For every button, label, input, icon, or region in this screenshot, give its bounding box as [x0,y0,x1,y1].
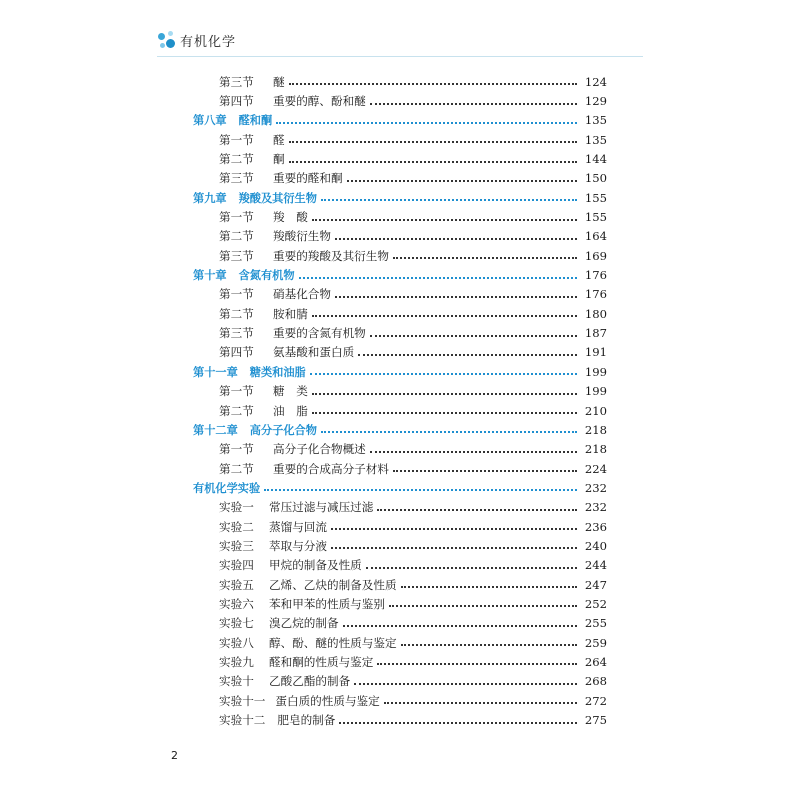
toc-section-entry [193,440,607,459]
entry-title: 高分子化合物概述 [273,442,366,457]
entry-page: 236 [584,519,607,534]
entry-title: 酮 [273,152,285,167]
toc-section-entry [193,246,607,265]
dot-leader [310,372,577,375]
entry-page: 259 [584,635,607,650]
dot-leader [312,411,577,414]
dot-leader [393,469,577,472]
entry-title: 重要的醛和酮 [273,171,343,186]
toc-section-entry [193,72,607,91]
entry-page: 187 [584,326,607,341]
dot-leader [370,334,577,337]
dot-leader [339,721,577,724]
entry-page: 218 [584,422,607,437]
dot-leader [347,179,577,182]
dot-leader [393,256,577,259]
dot-leader [370,102,577,105]
entry-number: 第十二章 [193,423,238,437]
toc-section-entry [193,323,607,342]
entry-title: 蒸馏与回流 [269,519,327,534]
entry-number: 实验九 [219,654,254,669]
dot-leader [289,160,577,163]
entry-number: 第二节 [219,461,254,476]
dot-leader [289,82,577,85]
toc-section-entry [193,614,607,633]
entry-page: 150 [584,171,607,186]
entry-page: 264 [584,654,607,669]
dot-leader [366,566,577,569]
dot-leader [401,643,577,646]
entry-title: 重要的含氮有机物 [273,326,366,341]
dot-leader [331,527,577,530]
entry-number: 第一节 [219,384,254,399]
entry-number: 实验十 [219,674,254,689]
entry-page: 199 [584,384,607,399]
entry-page: 240 [584,538,607,553]
dot-leader [384,701,577,704]
entry-number: 实验十二 [219,713,266,728]
dot-leader [377,508,577,511]
toc-section-entry [193,343,607,362]
entry-title: 苯和甲苯的性质与鉴别 [269,596,385,611]
dot-leader [331,546,577,549]
toc-chapter-entry [193,478,607,497]
dot-leader [401,585,577,588]
entry-page: 155 [584,190,607,205]
entry-title: 糖 类 [273,384,308,399]
entry-title: 乙酸乙酯的制备 [269,674,351,689]
dot-leader [335,295,577,298]
entry-page: 224 [584,461,607,476]
entry-number: 第二节 [219,152,254,167]
dot-leader [289,140,577,143]
toc-section-entry [193,169,607,188]
toc-section-entry [193,498,607,517]
entry-number: 实验二 [219,519,254,534]
entry-number: 第四节 [219,94,254,109]
toc-section-entry [193,227,607,246]
entry-title: 羧酸及其衍生物 [238,191,317,205]
entry-number: 第一节 [219,287,254,302]
entry-number: 第十章 [193,269,227,283]
toc-section-entry [193,149,607,168]
entry-page: 129 [584,94,607,109]
entry-page: 199 [584,364,607,379]
entry-number: 第十一章 [193,365,238,379]
entry-title: 羧酸衍生物 [273,229,331,244]
toc-chapter-entry [193,265,607,284]
entry-title: 醛和酮的性质与鉴定 [269,654,374,669]
entry-title: 重要的羧酸及其衍生物 [273,248,389,263]
entry-page: 218 [584,442,607,457]
entry-title: 重要的合成高分子材料 [273,461,389,476]
header-divider [157,56,643,57]
entry-title: 糖类和油脂 [249,365,306,379]
entry-title: 醇、酚、醚的性质与鉴定 [269,635,397,650]
entry-title: 甲烷的制备及性质 [269,558,362,573]
entry-number: 实验七 [219,616,254,631]
entry-number: 实验六 [219,596,254,611]
dot-leader [321,198,577,201]
entry-number: 第四节 [219,345,254,360]
dot-leader [276,121,577,124]
entry-title: 氨基酸和蛋白质 [273,345,355,360]
entry-title: 溴乙烷的制备 [269,616,339,631]
entry-number: 第三节 [219,171,254,186]
entry-number: 第一节 [219,210,254,225]
entry-page: 268 [584,674,607,689]
toc-section-entry [193,401,607,420]
toc-section-entry [193,130,607,149]
entry-number: 实验八 [219,635,254,650]
entry-page: 176 [584,287,607,302]
toc-section-entry [193,91,607,110]
entry-page: 275 [584,713,607,728]
toc-section-entry [193,382,607,401]
entry-title: 醚 [273,74,285,89]
dot-leader [312,392,577,395]
toc-section-entry [193,594,607,613]
entry-page: 176 [584,268,607,283]
dot-leader [358,353,577,356]
dot-leader [264,488,577,491]
toc-section-entry [193,207,607,226]
toc-section-entry [193,556,607,575]
entry-title: 高分子化合物 [249,423,317,437]
toc-section-entry [193,633,607,652]
toc-section-entry [193,672,607,691]
toc-chapter-entry [193,362,607,381]
entry-title: 羧 酸 [273,210,308,225]
entry-page: 191 [584,345,607,360]
entry-title: 有机化学实验 [193,481,261,495]
toc-section-entry [193,710,607,729]
entry-page: 155 [584,210,607,225]
entry-title: 肥皂的制备 [277,713,336,728]
dot-leader [377,662,577,665]
entry-page: 135 [584,132,607,147]
dot-leader [299,276,577,279]
dot-leader [370,450,577,453]
toc-section-entry [193,285,607,304]
entry-number: 第一节 [219,442,254,457]
entry-title: 常压过滤与减压过滤 [269,500,374,515]
dot-leader [335,237,577,240]
entry-number: 第一节 [219,132,254,147]
dot-leader [312,314,577,317]
entry-number: 实验十一 [219,693,266,708]
entry-number: 第二节 [219,229,254,244]
dot-leader [354,682,577,685]
entry-title: 重要的醇、酚和醚 [273,94,366,109]
entry-page: 272 [584,693,607,708]
toc-section-entry [193,691,607,710]
entry-page: 247 [584,577,607,592]
entry-page: 135 [584,113,607,128]
toc-section-entry [193,517,607,536]
molecule-logo-icon [157,30,177,50]
toc-chapter-entry [193,188,607,207]
entry-page: 124 [584,74,607,89]
entry-title: 萃取与分液 [269,538,327,553]
entry-page: 164 [584,229,607,244]
entry-number: 第三节 [219,326,254,341]
toc-section-entry [193,536,607,555]
entry-number: 第二节 [219,403,254,418]
dot-leader [343,624,577,627]
entry-title: 醛和酮 [238,114,273,128]
entry-number: 实验一 [219,500,254,515]
toc-section-entry [193,459,607,478]
entry-title: 含氮有机物 [238,269,295,283]
book-title: 有机化学 [180,34,237,50]
entry-number: 实验四 [219,558,254,573]
entry-number: 实验五 [219,577,254,592]
entry-page: 232 [584,480,607,495]
dot-leader [389,604,577,607]
toc-section-entry [193,304,607,323]
entry-title: 醛 [273,132,285,147]
entry-page: 144 [584,152,607,167]
entry-page: 255 [584,616,607,631]
entry-title: 油 脂 [273,403,308,418]
entry-page: 232 [584,500,607,515]
entry-page: 244 [584,558,607,573]
toc-section-entry [193,575,607,594]
entry-number: 第八章 [193,114,227,128]
entry-page: 210 [584,403,607,418]
table-of-contents [193,72,607,730]
entry-number: 实验三 [219,538,254,553]
page-number: 2 [171,749,178,762]
entry-title: 胺和腈 [273,306,308,321]
dot-leader [312,218,577,221]
entry-title: 乙烯、乙炔的制备及性质 [269,577,397,592]
toc-chapter-entry [193,111,607,130]
toc-chapter-entry [193,420,607,439]
entry-number: 第二节 [219,306,254,321]
entry-number: 第三节 [219,248,254,263]
entry-page: 180 [584,306,607,321]
toc-section-entry [193,652,607,671]
entry-title: 硝基化合物 [273,287,331,302]
entry-page: 169 [584,248,607,263]
entry-page: 252 [584,596,607,611]
running-header [157,30,236,50]
entry-title: 蛋白质的性质与鉴定 [275,693,380,708]
entry-number: 第三节 [219,74,254,89]
dot-leader [321,430,577,433]
entry-number: 第九章 [193,191,227,205]
